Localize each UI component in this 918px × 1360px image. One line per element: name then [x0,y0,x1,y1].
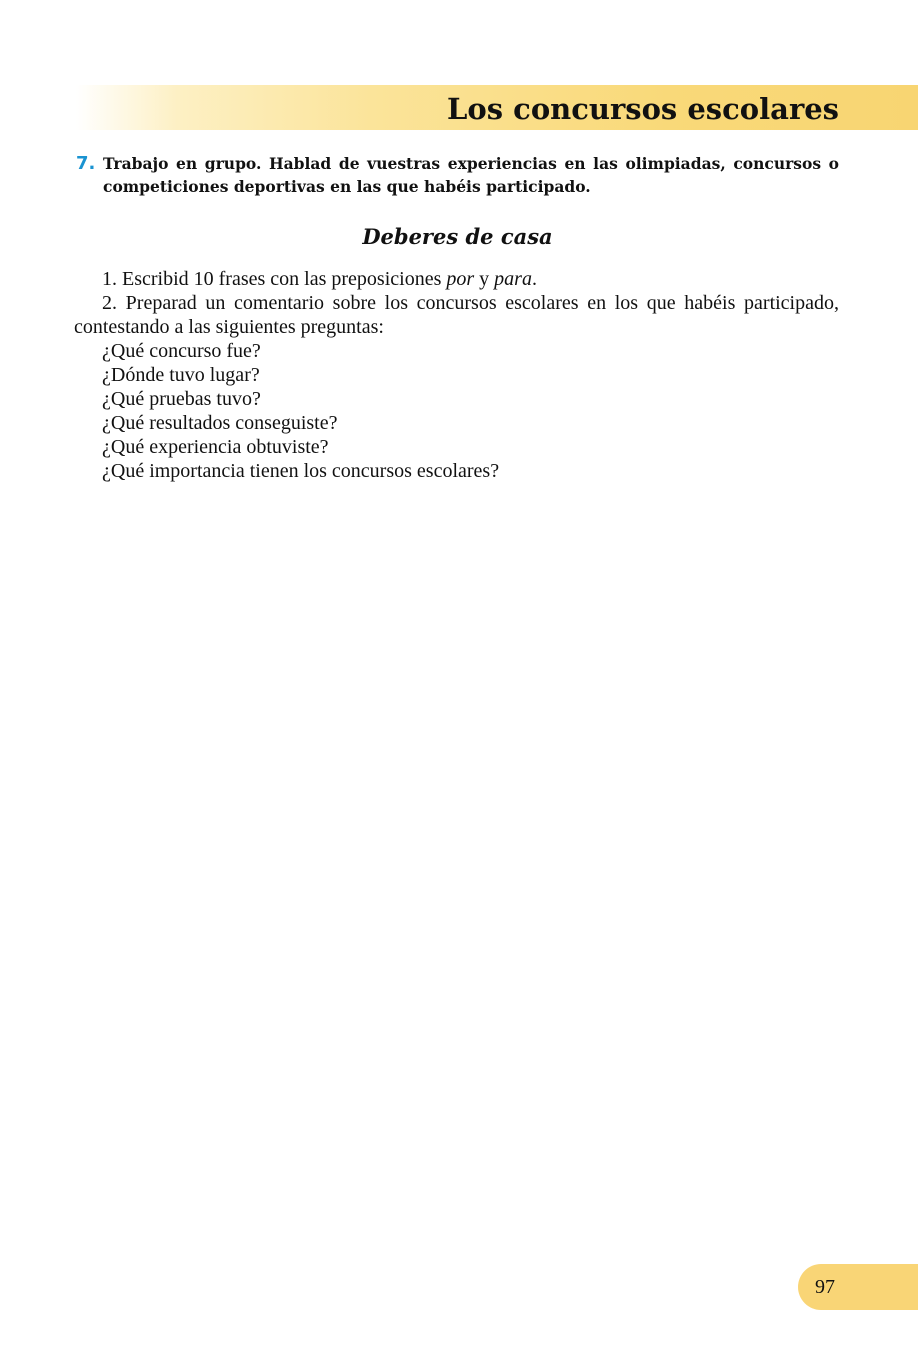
homework-item-2: 2. Preparad un comentario sobre los concursos escolares en los que habéis participado, contestando a las siguientes preguntas: [74,292,839,338]
homework-body [74,267,839,483]
page-title: Los concursos escolares [447,92,839,126]
homework-item-1 [74,267,839,291]
task-7 [76,152,839,198]
question-item: ¿Qué pruebas tuvo? [102,388,261,410]
preposition-para: para [494,268,532,290]
question-item: ¿Qué concurso fue? [102,340,261,362]
page-number: 97 [815,1276,835,1298]
question-item: ¿Dónde tuvo lugar? [102,364,260,386]
question-item: ¿Qué experiencia obtuviste? [102,436,329,458]
question-item: ¿Qué resultados conseguiste? [102,412,338,434]
task-number: 7. [76,153,96,174]
preposition-por: por [446,268,475,290]
question-list [74,339,839,483]
homework-item-1-prefix: 1. Escribid 10 frases con las preposiciones [102,268,447,290]
homework-title: Deberes de casa [362,224,553,249]
homework-item-1-suffix: . [531,268,537,290]
task-text: Trabajo en grupo. Hablad de vuestras experiencias en las olimpiadas, concursos o competiciones deportivas en las que habéis participado. [103,154,839,196]
homework-item-1-middle: y [474,268,495,290]
question-item: ¿Qué importancia tienen los concursos escolares? [102,460,500,482]
